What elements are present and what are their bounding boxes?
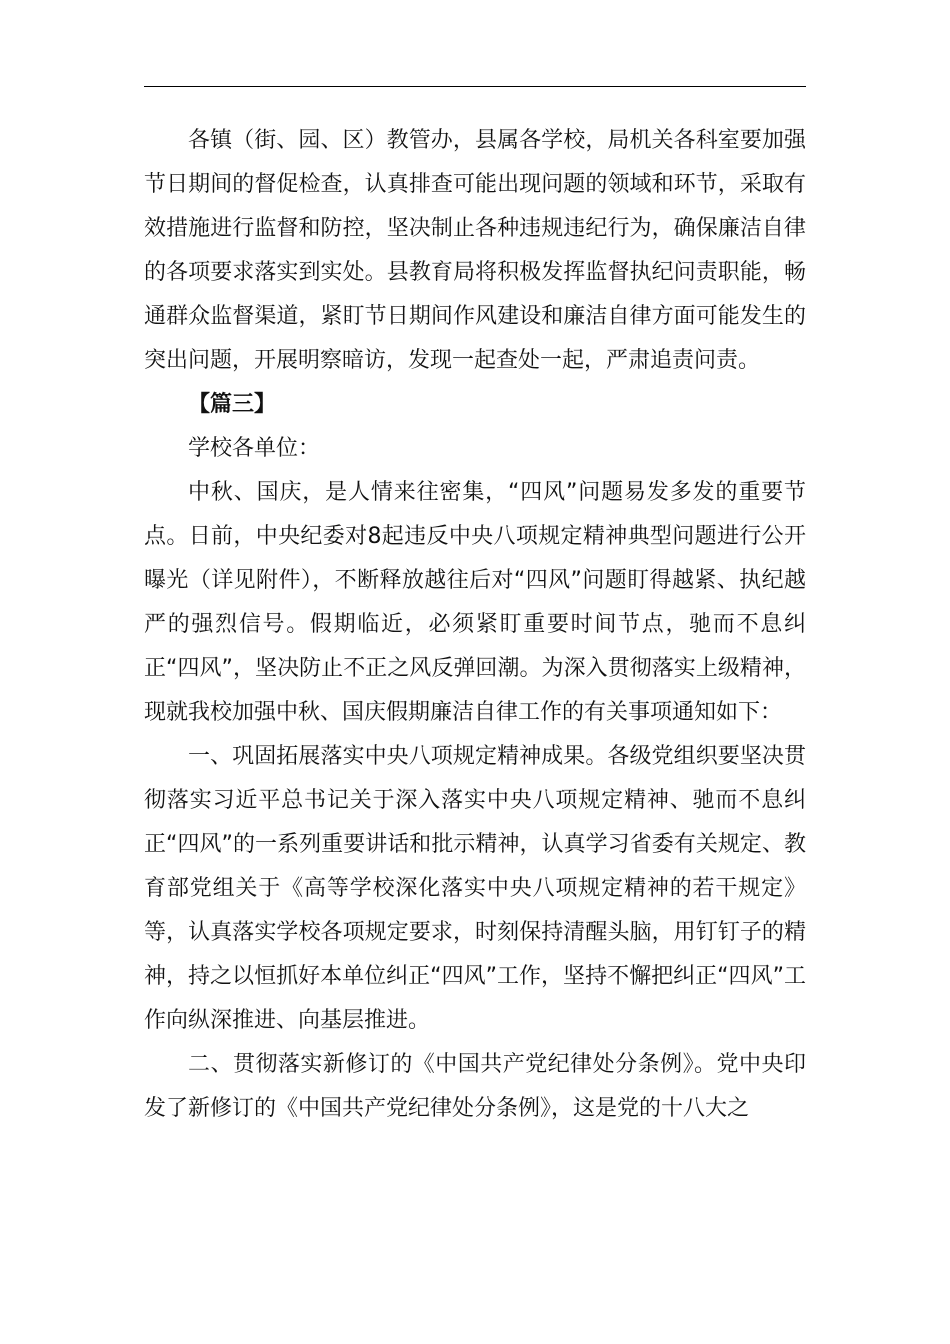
- paragraph-intro: 中秋、国庆，是人情来往密集，“四风”问题易发多发的重要节点。日前，中央纪委对8起违反中央八项规定精神典型问题进行公开曝光（详见附件），不断释放越往后对“四风”问题盯得越紧、执纪越严的强烈信号。假期临近，必须紧盯重要时间节点，驰而不息纠正“四风”，坚决防止不正之风反弹回潮。为深入贯彻落实上级精神，现就我校加强中秋、国庆假期廉洁自律工作的有关事项通知如下：: [144, 480, 806, 725]
- header-rule: [144, 86, 806, 87]
- section-heading-part-three: 【篇三】: [188, 392, 277, 417]
- paragraph-supervision: 各镇（街、园、区）教管办，县属各学校，局机关各科室要加强节日期间的督促检查，认真排查可能出现问题的领域和环节，采取有效措施进行监督和防控，坚决制止各种违规违纪行为，确保廉洁自律的各项要求落实到实处。县教育局将积极发挥监督执纪问责职能，畅通群众监督渠道，紧盯节日期间作风建设和廉洁自律方面可能发生的突出问题，开展明察暗访，发现一起查处一起，严肃追责问责。: [144, 128, 806, 373]
- paragraph-item-one: 一、巩固拓展落实中央八项规定精神成果。各级党组织要坚决贯彻落实习近平总书记关于深入落实中央八项规定精神、驰而不息纠正“四风”的一系列重要讲话和批示精神，认真学习省委有关规定、教育部党组关于《高等学校深化落实中央八项规定精神的若干规定》等，认真落实学校各项规定要求，时刻保持清醒头脑，用钉钉子的精神，持之以恒抓好本单位纠正“四风”工作，坚持不懈把纠正“四风”工作向纵深推进、向基层推进。: [144, 744, 806, 1033]
- salutation: 学校各单位：: [188, 436, 321, 461]
- paragraph-item-two: 二、贯彻落实新修订的《中国共产党纪律处分条例》。党中央印发了新修订的《中国共产党纪律处分条例》，这是党的十八大之: [144, 1052, 806, 1121]
- document-body: [144, 119, 806, 1131]
